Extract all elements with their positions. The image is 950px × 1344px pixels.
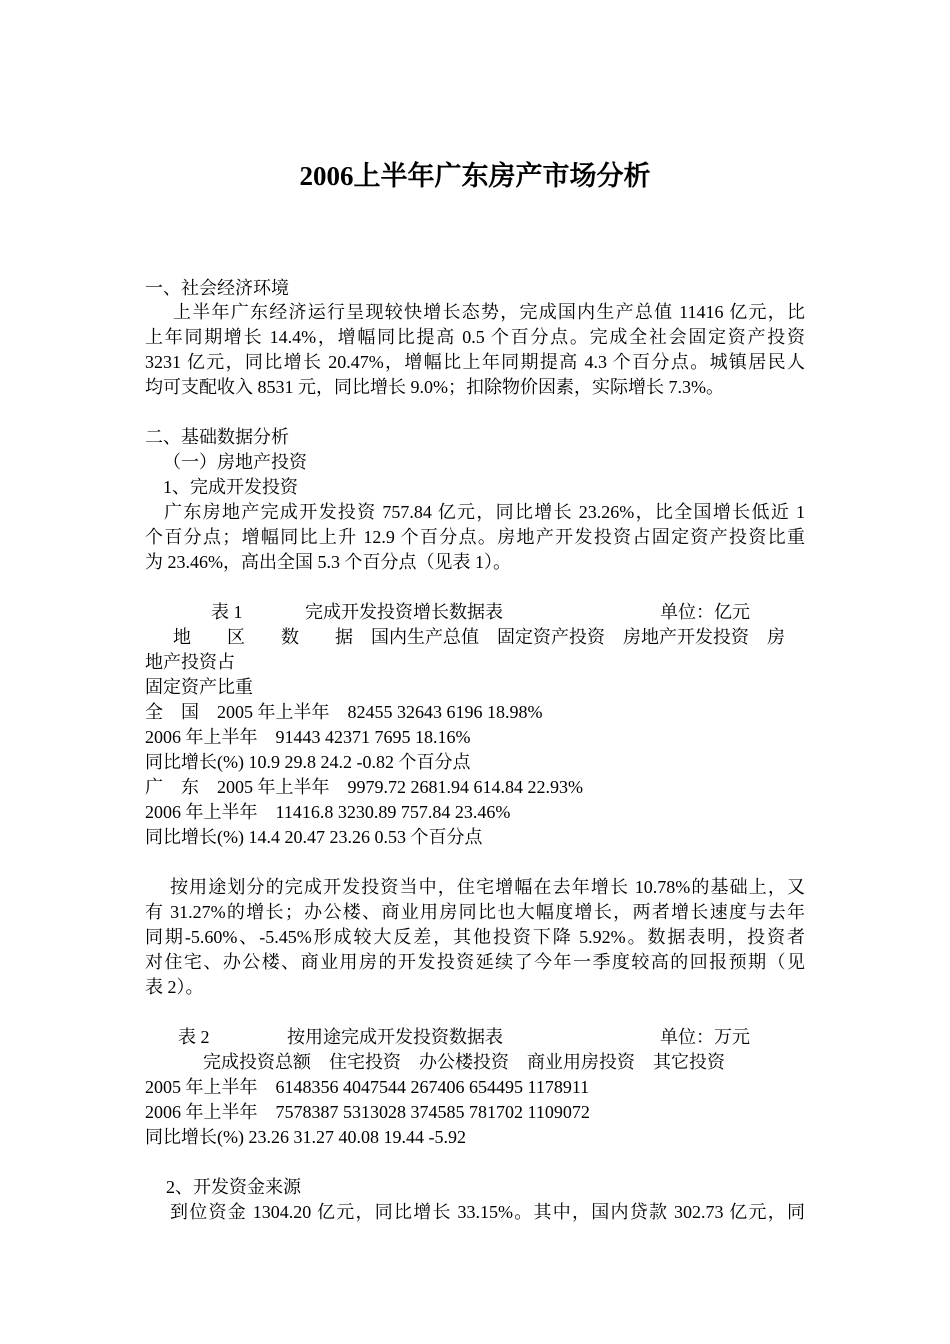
section-heading-2: 二、基础数据分析 [145, 427, 289, 447]
subsection-heading: （一）房地产投资 [163, 452, 307, 472]
paragraph-line: 3231 亿元，同比增长 20.47%，增幅比上年同期提高 4.3 个百分点。城镇居民人 [145, 352, 805, 372]
table-row: 2006 年上半年 7578387 5313028 374585 781702 1109072 [145, 1102, 590, 1122]
paragraph-line: 广东房地产完成开发投资 757.84 亿元，同比增长 23.26%，比全国增长低近 1 [164, 502, 805, 522]
table1-header-line: 地产投资占 [145, 652, 235, 672]
table2-header: 完成投资总额 住宅投资 办公楼投资 商业用房投资 其它投资 [203, 1052, 725, 1072]
table-row: 同比增长(%) 23.26 31.27 40.08 19.44 -5.92 [145, 1127, 466, 1147]
table1-header-line: 固定资产比重 [145, 677, 253, 697]
document-title: 2006上半年广东房产市场分析 [299, 161, 651, 191]
paragraph-line: 上年同期增长 14.4%，增幅同比提高 0.5 个百分点。完成全社会固定资产投资 [145, 327, 805, 347]
table-row: 2006 年上半年 11416.8 3230.89 757.84 23.46% [145, 802, 511, 822]
paragraph-line: 为 23.46%，高出全国 5.3 个百分点（见表 1）。 [145, 552, 511, 572]
paragraph-line: 对住宅、办公楼、商业用房的开发投资延续了今年一季度较高的回报预期（见 [145, 952, 805, 972]
table2-name: 按用途完成开发投资数据表 [287, 1027, 503, 1047]
table1-name: 完成开发投资增长数据表 [305, 602, 503, 622]
paragraph-line: 到位资金 1304.20 亿元，同比增长 33.15%。其中，国内贷款 302.73 亿元，同 [170, 1202, 805, 1222]
table2-label: 表 2 [178, 1027, 210, 1047]
table1-header-line: 地 区 数 据 国内生产总值 固定资产投资 房地产开发投资 房 [173, 627, 785, 647]
paragraph-line: 上半年广东经济运行呈现较快增长态势，完成国内生产总值 11416 亿元，比 [173, 302, 805, 322]
table-row: 同比增长(%) 10.9 29.8 24.2 -0.82 个百分点 [145, 752, 471, 772]
table-row: 广 东 2005 年上半年 9979.72 2681.94 614.84 22.93% [145, 777, 583, 797]
paragraph-line: 个百分点；增幅同比上升 12.9 个百分点。房地产开发投资占固定资产投资比重 [145, 527, 805, 547]
table1-label: 表 1 [211, 602, 243, 622]
item-heading-2: 2、开发资金来源 [166, 1177, 301, 1197]
table-row: 全 国 2005 年上半年 82455 32643 6196 18.98% [145, 702, 543, 722]
section-heading-1: 一、社会经济环境 [145, 278, 289, 298]
paragraph-line: 有 31.27%的增长；办公楼、商业用房同比也大幅度增长，两者增长速度与去年 [145, 902, 805, 922]
table-row: 同比增长(%) 14.4 20.47 23.26 0.53 个百分点 [145, 827, 483, 847]
table1-unit: 单位：亿元 [660, 602, 750, 622]
paragraph-line: 按用途划分的完成开发投资当中，住宅增幅在去年增长 10.78%的基础上，又 [170, 877, 805, 897]
table2-unit: 单位：万元 [660, 1027, 750, 1047]
item-heading-1: 1、完成开发投资 [163, 477, 298, 497]
paragraph-line: 表 2）。 [145, 977, 204, 997]
table-row: 2005 年上半年 6148356 4047544 267406 654495 1178911 [145, 1077, 590, 1097]
paragraph-line: 均可支配收入 8531 元，同比增长 9.0%；扣除物价因素，实际增长 7.3%。 [145, 377, 724, 397]
table-row: 2006 年上半年 91443 42371 7695 18.16% [145, 727, 471, 747]
paragraph-line: 同期-5.60%、-5.45%形成较大反差，其他投资下降 5.92%。数据表明，投资者 [145, 927, 805, 947]
